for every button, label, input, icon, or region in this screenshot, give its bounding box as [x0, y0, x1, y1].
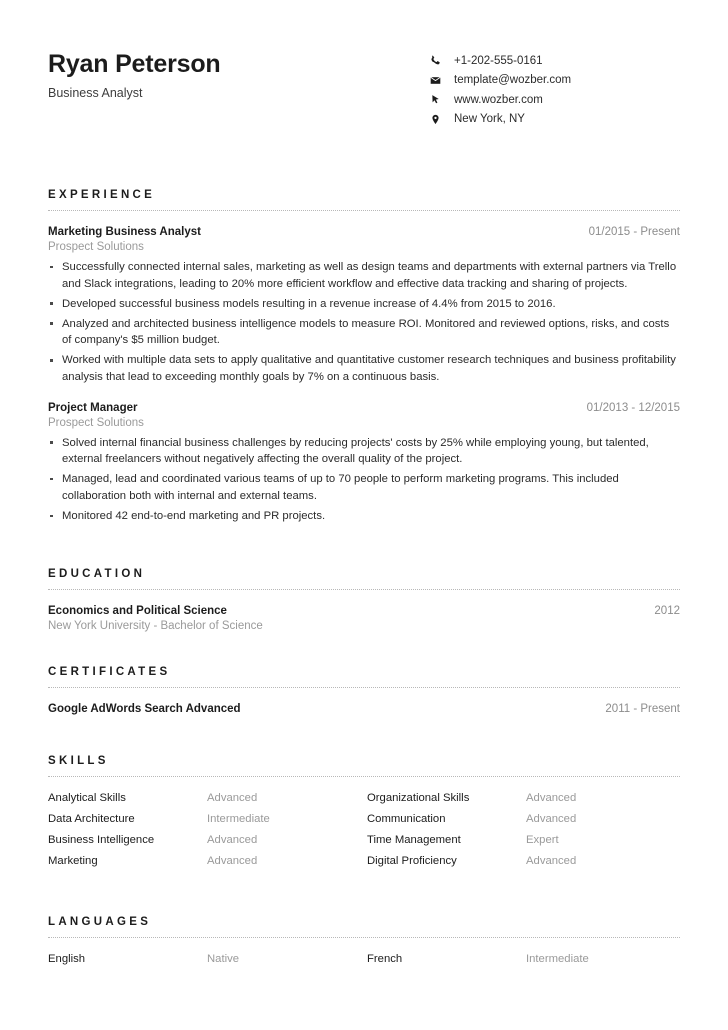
resume-header	[48, 48, 680, 129]
contact-item-phone	[428, 51, 680, 71]
skill-level: Advanced	[207, 834, 258, 847]
skill-level: Advanced	[526, 813, 577, 826]
skill-name: Analytical Skills	[48, 792, 126, 805]
table-row	[48, 834, 680, 855]
section-certificates	[48, 666, 680, 715]
skill-level: Advanced	[526, 855, 577, 868]
skill-name: Data Architecture	[48, 813, 135, 826]
skill-name: Digital Proficiency	[367, 855, 457, 868]
entry-role: Marketing Business Analyst	[48, 226, 201, 238]
list-item: Analyzed and architected business intelligence models to measure ROI. Monitored and reviewed options, risks, and costs of company's $5 million budget.	[48, 316, 680, 349]
table-row	[48, 953, 680, 974]
entry-organization: Prospect Solutions	[48, 416, 144, 429]
list-item: Developed successful business models resulting in a revenue increase of 4.4% from 2015 to 2016.	[48, 296, 680, 313]
header-spacer	[48, 143, 680, 189]
section-spacer	[48, 715, 680, 755]
section-spacer	[48, 528, 680, 568]
map-pin-icon	[428, 113, 442, 126]
skill-name: Marketing	[48, 855, 98, 868]
phone-icon	[428, 54, 442, 67]
contact-item-email	[428, 71, 680, 91]
language-level: Native	[207, 953, 240, 966]
section-divider	[48, 210, 680, 211]
entry-bullet-list	[48, 259, 680, 386]
section-title-experience: EXPERIENCE	[48, 189, 156, 201]
contact-value-website: www.wozber.com	[454, 93, 543, 106]
languages-grid	[48, 953, 680, 974]
section-divider	[48, 776, 680, 777]
certificate-entry	[48, 703, 680, 715]
section-languages	[48, 916, 680, 974]
entry-date: 01/2015 - Present	[588, 226, 680, 238]
section-title-education: EDUCATION	[48, 568, 146, 581]
section-spacer	[48, 632, 680, 666]
table-row	[48, 792, 680, 813]
skill-name: Organizational Skills	[367, 792, 470, 805]
entry-role: Project Manager	[48, 401, 138, 414]
experience-entry	[48, 402, 680, 525]
skill-level: Intermediate	[207, 813, 270, 826]
language-level: Intermediate	[526, 953, 589, 966]
list-item: Monitored 42 end-to-end marketing and PR projects.	[48, 508, 680, 525]
certificate-date: 2011 - Present	[605, 703, 680, 716]
contact-item-website	[428, 90, 680, 110]
entry-header	[48, 226, 680, 238]
list-item: Solved internal financial business challenges by reducing projects' costs by 25% while employing young, but talented, external freelancers without negatively affecting the overall quality of the project.	[48, 435, 680, 468]
list-item: Worked with multiple data sets to apply qualitative and quantitative customer research techniques and business profitability analysis that lead to exceeding monthly goals by 7% on a continuous basis.	[48, 352, 680, 385]
education-school: New York University - Bachelor of Science	[48, 620, 263, 633]
table-row	[48, 855, 680, 876]
entry-header	[48, 402, 680, 414]
entry-header	[48, 605, 680, 617]
skill-level: Advanced	[207, 855, 258, 868]
education-degree: Economics and Political Science	[48, 605, 227, 618]
experience-entry	[48, 226, 680, 386]
section-divider	[48, 589, 680, 590]
list-item: Managed, lead and coordinated various teams of up to 70 people to perform marketing programs. This included collaboration both with internal and external teams.	[48, 471, 680, 504]
education-date: 2012	[654, 605, 680, 618]
section-spacer	[48, 876, 680, 916]
page-title: Ryan Peterson	[48, 50, 221, 78]
skill-level: Expert	[526, 834, 559, 847]
contact-value-location: New York, NY	[454, 113, 525, 126]
skill-level: Advanced	[207, 792, 258, 805]
entry-bullet-list	[48, 435, 680, 525]
language-name: French	[367, 953, 403, 966]
section-title-languages: LANGUAGES	[48, 916, 152, 929]
contact-value-email: template@wozber.com	[454, 74, 572, 87]
skills-grid	[48, 792, 680, 876]
list-item: Successfully connected internal sales, marketing as well as design teams and departments with external partners via Trello and Slack integrations, leading to 20% more efficient workflow and effective data tracking and sharing of projects.	[48, 259, 680, 292]
identity-block	[48, 48, 220, 100]
skill-level: Advanced	[526, 792, 577, 805]
entry-date: 01/2013 - 12/2015	[586, 401, 680, 414]
section-education	[48, 568, 680, 632]
education-entry	[48, 605, 680, 632]
language-name: English	[48, 953, 86, 966]
section-title-skills: SKILLS	[48, 755, 109, 768]
skill-name: Time Management	[367, 834, 461, 847]
section-experience	[48, 189, 680, 525]
job-title: Business Analyst	[48, 85, 143, 100]
contact-list	[428, 51, 680, 129]
cursor-arrow-icon	[428, 93, 442, 106]
section-divider	[48, 937, 680, 938]
contact-item-location	[428, 110, 680, 130]
entry-organization: Prospect Solutions	[48, 241, 144, 253]
contact-value-phone: +1-202-555-0161	[454, 54, 543, 67]
skill-name: Communication	[367, 813, 446, 826]
certificate-name: Google AdWords Search Advanced	[48, 703, 241, 716]
section-title-certificates: CERTIFICATES	[48, 666, 171, 679]
skill-name: Business Intelligence	[48, 834, 155, 847]
envelope-icon	[428, 74, 442, 87]
section-skills	[48, 755, 680, 876]
table-row	[48, 813, 680, 834]
section-divider	[48, 687, 680, 688]
entry-header	[48, 703, 680, 715]
